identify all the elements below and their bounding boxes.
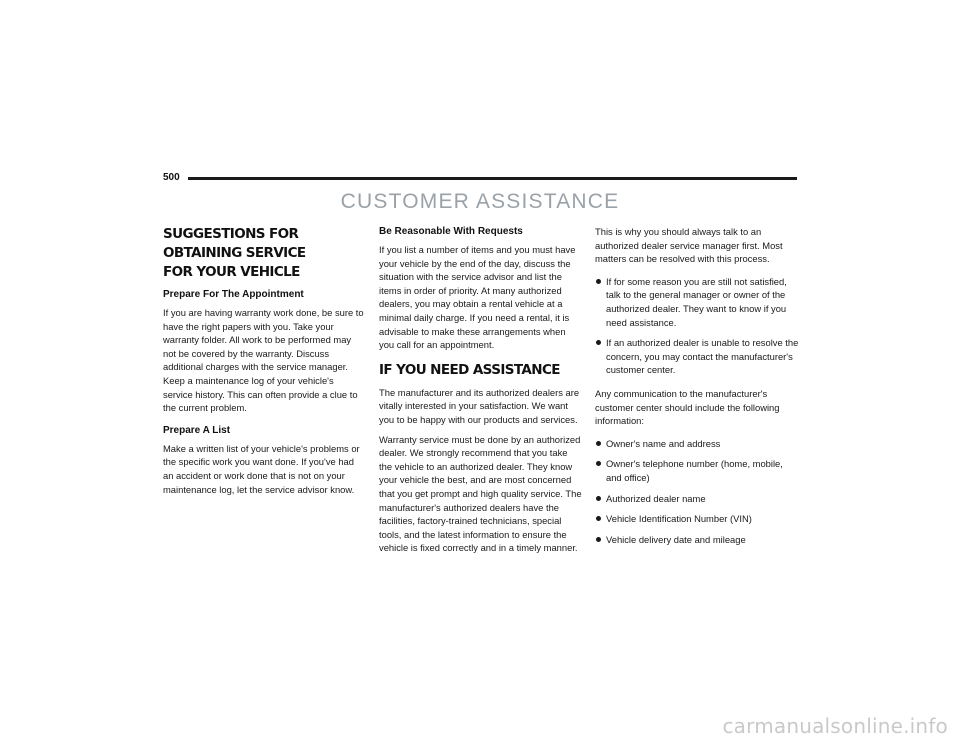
subheading-reasonable-requests: Be Reasonable With Requests [379,226,523,237]
section-heading-assistance: IF YOU NEED ASSISTANCE [379,361,560,378]
paragraph-talk-to-manager: This is why you should always talk to an authorized dealer service manager first. Most matters can be resolved with this process. [595,226,783,265]
section-heading-service [163,225,365,282]
subheading-prepare-appointment: Prepare For The Appointment [163,289,304,300]
list-item: Vehicle Identification Number (VIN) [595,512,799,526]
bullet-list-information [595,437,799,547]
page-number: 500 [163,172,180,183]
paragraph-warranty-service: Warranty service must be done by an authorized dealer. We strongly recommend that you take the vehicle to an authorized dealer. They know your vehicle the best, and are most concerned that you get prompt and high quality service. The manufacturer's authorized dealers have the facilities, factory-trained technicians, special tools, and the latest information to ensure the vehicle is fixed correctly and in a timely manner. [379,433,582,554]
chapter-title: CUSTOMER ASSISTANCE [340,190,620,213]
header-rule [188,177,797,180]
watermark: carmanualsonline.info [722,714,948,738]
paragraph-prepare-list: Make a written list of your vehicle's problems or the specific work you want done. If you've had an accident or work done that is not on your maintenance log, let the service advisor know. [163,442,360,495]
list-item: If for some reason you are still not satisfied, talk to the general manager or owner of the authorized dealer. They want to know if you need assistance. [595,275,799,329]
bullet-icon [596,516,601,521]
list-item: If an authorized dealer is unable to resolve the concern, you may contact the manufacturer's customer center. [595,336,799,377]
heading-line-2: FOR YOUR VEHICLE [163,264,300,280]
list-item: Owner's name and address [595,437,799,451]
bullet-icon [596,340,601,345]
bullet-icon [596,496,601,501]
column-1 [163,225,365,502]
bullet-list-escalation [595,275,799,377]
subheading-prepare-list: Prepare A List [163,424,231,436]
list-item: Authorized dealer name [595,492,799,506]
paragraph-prepare-appointment: If you are having warranty work done, be sure to have the right papers with you. Take your warranty folder. All work to be performed may not be covered by the warranty. Discuss additional charges with the service manager. Keep a maintenance log of your vehicle's service history. This can often provide a clue to the current problem. [163,307,364,414]
heading-line-1: SUGGESTIONS FOR OBTAINING SERVICE [163,226,306,261]
list-item: Vehicle delivery date and mileage [595,533,799,547]
bullet-icon [596,279,601,284]
paragraph-communication: Any communication to the manufacturer's customer center should include the following information: [595,387,780,427]
bullet-icon [596,441,601,446]
bullet-icon [596,461,601,466]
column-2 [379,225,583,561]
bullet-icon [596,537,601,542]
list-item: Owner's telephone number (home, mobile, and office) [595,457,799,484]
column-3 [595,225,799,553]
paragraph-reasonable-requests: If you list a number of items and you must have your vehicle by the end of the day, discuss the situation with the service advisor and list the items in order of priority. At many authorized dealers, you may obtain a rental vehicle at a minimal daily charge. If you need a rental, it is advisable to make these arrangements when you call for an appointment. [379,244,576,351]
paragraph-satisfaction: The manufacturer and its authorized dealers are vitally interested in your satisfaction. We want you to be happy with our products and services. [379,386,580,425]
